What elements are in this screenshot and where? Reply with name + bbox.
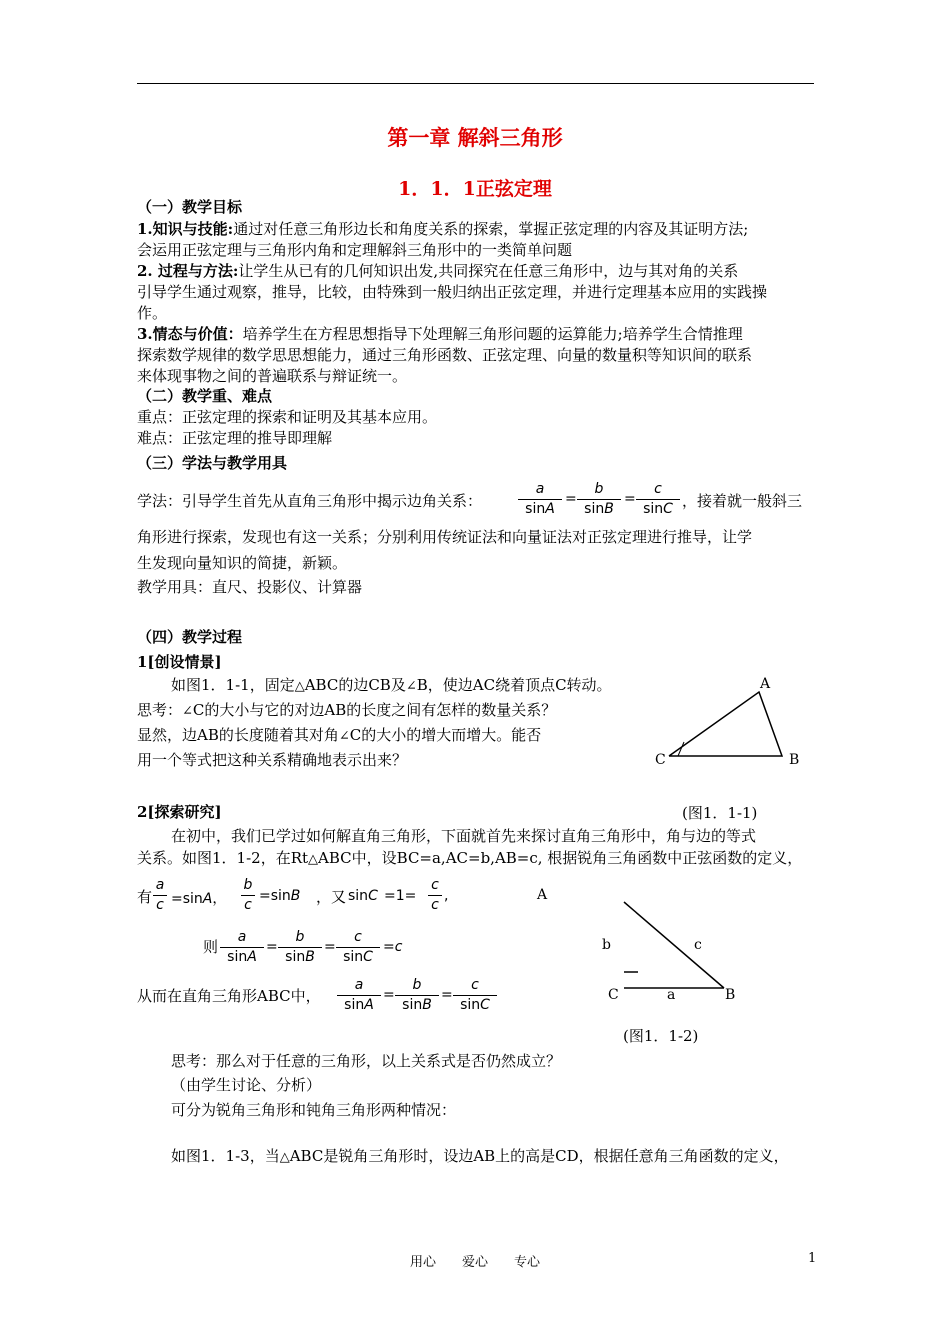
step-1-line-1: 如图1．1-1，固定△ABC的边CB及∠B，使边AC绕着顶点C转动。 — [171, 676, 612, 694]
equals-sign: = — [324, 939, 336, 955]
fig1-vertex-A: A — [760, 676, 771, 692]
fraction-a-over-sinA: a sinA — [337, 977, 381, 1014]
step-2-line-1: 在初中，我们已学过如何解直角三角形，下面就首先来探讨直角三角形中，角与边的等式 — [171, 827, 757, 845]
think-question: 思考：那么对于任意的三角形，以上关系式是否仍然成立？ — [171, 1052, 562, 1070]
angle-symbol: ∠ — [182, 704, 193, 719]
step-2-line-2: 关系。如图1．1-2，在Rt△ABC中，设BC=a,AC=b,AB=c, 根据锐角三角函数中正弦函数的定义， — [137, 849, 803, 867]
objective-1-line-1: 1.知识与技能:通过对任意三角形边长和角度关系的探索，掌握正弦定理的内容及其证明方法; — [137, 220, 749, 238]
therefore-label: 从而在直角三角形ABC中， — [137, 987, 321, 1005]
key-point: 重点：正弦定理的探索和证明及其基本应用。 — [137, 408, 438, 426]
objective-2-line-1: 2. 过程与方法:让学生从已有的几何知识出发,共同探究在任意三角形中，边与其对角的关系 — [137, 262, 739, 280]
equals-sign: = — [565, 491, 577, 507]
fig2-vertex-B: B — [725, 987, 736, 1003]
fraction-b-over-sinB: b sinB — [577, 481, 621, 518]
has-label: 有 — [137, 888, 153, 906]
fraction-b-over-sinB: b sinB — [278, 929, 322, 966]
equals-c: =c — [383, 939, 403, 955]
cases-note: 可分为锐角三角形和钝角三角形两种情况： — [171, 1101, 457, 1119]
figure-1-2-caption: (图1．1-2) — [623, 1027, 699, 1045]
process-heading: （四）教学过程 — [137, 628, 243, 646]
fraction-b-over-sinB: b sinB — [395, 977, 439, 1014]
footer-text: 用心 爱心 专心 — [409, 1255, 540, 1270]
fig1-vertex-C: C — [655, 752, 666, 768]
method-heading: （三）学法与教学用具 — [137, 454, 288, 472]
objective-2-line-3: 作。 — [137, 304, 168, 322]
fraction-a-over-sinA: a sinA — [220, 929, 264, 966]
angle-symbol: ∠ — [338, 729, 350, 744]
section-title: 1．1．1正弦定理 — [398, 178, 552, 200]
method-text-pre: 学法：引导学生首先从直角三角形中揭示边角关系： — [137, 492, 483, 510]
objective-2-line-2: 引导学生通过观察，推导，比较，由特殊到一般归纳出正弦定理，并进行定理基本应用的实践操 — [137, 283, 768, 301]
method-text-line-3: 生发现向量知识的简捷，新颖。 — [137, 554, 348, 572]
figure-1-2-right-triangle — [600, 890, 750, 1000]
chapter-title: 第一章 解斜三角形 — [387, 125, 563, 150]
fraction-c-over-sinC: c sinC — [336, 929, 380, 966]
comma: , — [444, 888, 449, 904]
header-rule — [137, 83, 814, 84]
and-label: ，又 — [316, 888, 347, 906]
difficult-point: 难点：正弦定理的推导即理解 — [137, 429, 333, 447]
triangle-symbol: △ — [308, 852, 319, 867]
step-1-line-4: 用一个等式把这种关系精确地表示出来？ — [137, 751, 408, 769]
angle-symbol: ∠ — [405, 679, 417, 694]
sinC-term: sinC — [348, 888, 378, 904]
figure-1-1-caption: (图1．1-1) — [682, 804, 758, 822]
eq-one: =1= — [384, 888, 417, 904]
fraction-a-over-c: a c — [153, 877, 167, 914]
fig2-vertex-A: A — [537, 887, 548, 903]
fraction-c-over-sinC: c sinC — [453, 977, 497, 1014]
fig2-side-a: a — [667, 987, 676, 1003]
step-1-heading: 1[创设情景] — [137, 653, 222, 671]
objective-3-line-3: 来体现事物之间的普遍联系与辩证统一。 — [137, 367, 408, 385]
equals-sign: = — [383, 987, 395, 1003]
eq-sinB: =sinB — [259, 888, 301, 904]
objective-1-line-2: 会运用正弦定理与三角形内角和定理解斜三角形中的一类简单问题 — [137, 241, 573, 259]
method-text-line-2: 角形进行探索，发现也有这一关系；分别利用传统证法和向量证法对正弦定理进行推导，让学 — [137, 528, 753, 546]
step-1-line-3: 显然，边AB的长度随着其对角∠C的大小的增大而增大。能否 — [137, 726, 542, 744]
equals-sign: = — [266, 939, 278, 955]
fig2-side-c: c — [694, 937, 702, 953]
fig1-vertex-B: B — [789, 752, 800, 768]
eq-sinA: =sinA， — [171, 891, 227, 907]
fraction-c-over-sinC: c sinC — [636, 481, 680, 518]
objective-3-line-1: 3.情态与价值：培养学生在方程思想指导下处理解三角形问题的运算能力;培养学生合情推理 — [137, 325, 743, 343]
fig2-vertex-C: C — [608, 987, 619, 1003]
triangle-symbol: △ — [294, 679, 305, 694]
step-1-line-2: 思考：∠C的大小与它的对边AB的长度之间有怎样的数量关系？ — [137, 701, 557, 719]
fig2-side-b: b — [602, 937, 611, 953]
teaching-tools: 教学用具：直尺、投影仪、计算器 — [137, 578, 363, 596]
then-label: 则 — [203, 938, 219, 956]
triangle-symbol: △ — [279, 1150, 290, 1165]
keypoints-heading: （二）教学重、难点 — [137, 387, 273, 405]
fraction-b-over-c: b c — [241, 877, 255, 914]
fraction-c-over-c: c c — [428, 877, 442, 914]
equals-sign: = — [624, 491, 636, 507]
step-2-heading: 2[探索研究] — [137, 803, 222, 821]
objective-3-line-2: 探索数学规律的数学思思想能力，通过三角形函数、正弦定理、向量的数量积等知识间的联系 — [137, 346, 753, 364]
method-text-post: ，接着就一般斜三 — [682, 492, 803, 510]
fraction-a-over-sinA: a sinA — [518, 481, 562, 518]
objectives-heading: （一）教学目标 — [137, 198, 243, 216]
page-number: 1 — [808, 1251, 817, 1266]
equals-sign: = — [441, 987, 453, 1003]
discussion-note: （由学生讨论、分析） — [171, 1076, 322, 1094]
figure-1-3-line: 如图1．1-3，当△ABC是锐角三角形时，设边AB上的高是CD，根据任意角三角函数的定义， — [171, 1147, 789, 1165]
